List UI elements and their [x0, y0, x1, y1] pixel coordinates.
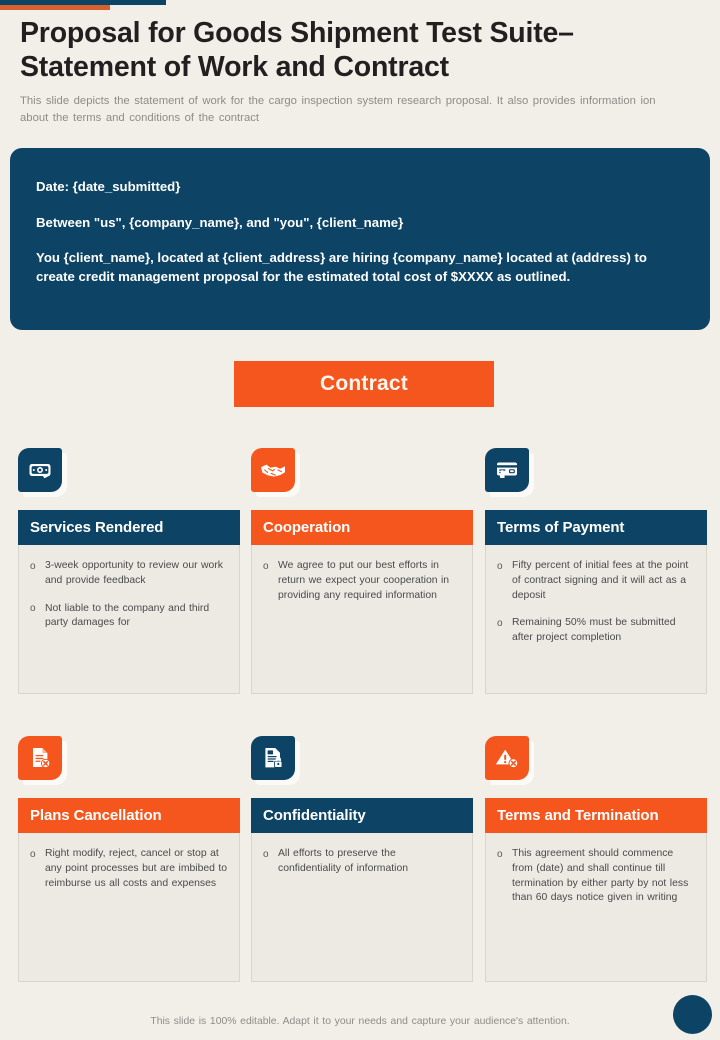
- document-lock-icon: [251, 736, 295, 780]
- bullet-text: This agreement should commence from (date) and shall continue till termination by either party by not less than 60 days notice given in writing: [512, 848, 689, 904]
- card-terms-and-termination: [485, 736, 707, 982]
- bullet-item: [497, 559, 696, 603]
- card-services-rendered: [18, 448, 240, 694]
- bullet-item: [30, 602, 229, 632]
- bullet-text: Not liable to the company and third party damages for: [45, 602, 210, 629]
- card-panel: [485, 798, 707, 982]
- card-body: [252, 545, 472, 693]
- footer-note: This slide is 100% editable. Adapt it to your needs and capture your audience's attention.: [150, 1016, 570, 1027]
- bullet-text: Fifty percent of initial fees at the point of contract signing and it will act as a deposit: [512, 560, 689, 601]
- card-panel: [251, 798, 473, 982]
- card-cooperation: [251, 448, 473, 694]
- card-header: [485, 510, 707, 545]
- banknote-icon: [18, 448, 62, 492]
- bullet-marker-icon: o: [263, 560, 269, 572]
- bullet-text: 3-week opportunity to review our work and provide feedback: [45, 560, 223, 586]
- top-accent-bar-orange: [0, 5, 110, 10]
- bullet-text: Right modify, reject, cancel or stop at any point processes but are imbibed to reimburse us all costs and expenses: [45, 848, 228, 889]
- card-body: [486, 545, 706, 693]
- statement-scope-line: You {client_name}, located at {client_address} are hiring {company_name} located at (address) to create credit management proposal for the estimated total cost of $XXXX as outlined.: [36, 250, 647, 285]
- card-title: Cooperation: [263, 519, 351, 536]
- card-header: [18, 798, 240, 833]
- card-title: Terms of Payment: [497, 519, 625, 536]
- card-header: [251, 510, 473, 545]
- bullet-marker-icon: o: [497, 617, 503, 629]
- statement-date-line: Date: {date_submitted}: [36, 179, 181, 194]
- card-terms-of-payment: [485, 448, 707, 694]
- card-plans-cancellation: [18, 736, 240, 982]
- card-confidentiality: [251, 736, 473, 982]
- corner-decoration-dot: [673, 995, 712, 1034]
- bullet-text: Remaining 50% must be submitted after project completion: [512, 617, 676, 644]
- card-header: [18, 510, 240, 545]
- bullet-marker-icon: o: [497, 560, 503, 572]
- contract-banner-label: Contract: [320, 372, 408, 395]
- bullet-marker-icon: o: [30, 603, 36, 615]
- contract-banner: [234, 361, 494, 407]
- bullet-marker-icon: o: [30, 560, 36, 572]
- bullet-item: [263, 847, 462, 877]
- statement-of-work-box: [10, 148, 710, 330]
- bullet-item: [263, 559, 462, 603]
- card-title: Services Rendered: [30, 519, 164, 536]
- credit-card-payment-icon: [485, 448, 529, 492]
- handshake-icon: [251, 448, 295, 492]
- statement-parties-line: Between "us", {company_name}, and "you", {client_name}: [36, 214, 404, 230]
- card-header: [251, 798, 473, 833]
- card-panel: [18, 510, 240, 694]
- card-body: [19, 545, 239, 693]
- slide-header: [20, 16, 692, 127]
- card-body: [486, 833, 706, 981]
- bullet-text: All efforts to preserve the confidentiality of information: [278, 848, 408, 874]
- bullet-item: [497, 847, 696, 906]
- bullet-item: [497, 616, 696, 646]
- warning-cancel-icon: [485, 736, 529, 780]
- card-panel: [251, 510, 473, 694]
- bullet-marker-icon: o: [30, 848, 36, 860]
- bullet-marker-icon: o: [497, 848, 503, 860]
- card-body: [19, 833, 239, 981]
- document-cancel-icon: [18, 736, 62, 780]
- card-title: Confidentiality: [263, 807, 366, 824]
- page-title: Proposal for Goods Shipment Test Suite– Statement of Work and Contract: [20, 17, 574, 84]
- bullet-text: We agree to put our best efforts in return we expect your cooperation in providing any required information: [278, 560, 450, 601]
- bullet-item: [30, 847, 229, 891]
- card-title: Plans Cancellation: [30, 807, 162, 824]
- card-panel: [485, 510, 707, 694]
- page-subtitle: This slide depicts the statement of work for the cargo inspection system research proposal. It also provides information ion about the terms and conditions of the contract: [20, 95, 656, 125]
- card-header: [485, 798, 707, 833]
- card-body: [252, 833, 472, 981]
- card-panel: [18, 798, 240, 982]
- bullet-marker-icon: o: [263, 848, 269, 860]
- card-title: Terms and Termination: [497, 807, 659, 824]
- bullet-item: [30, 559, 229, 589]
